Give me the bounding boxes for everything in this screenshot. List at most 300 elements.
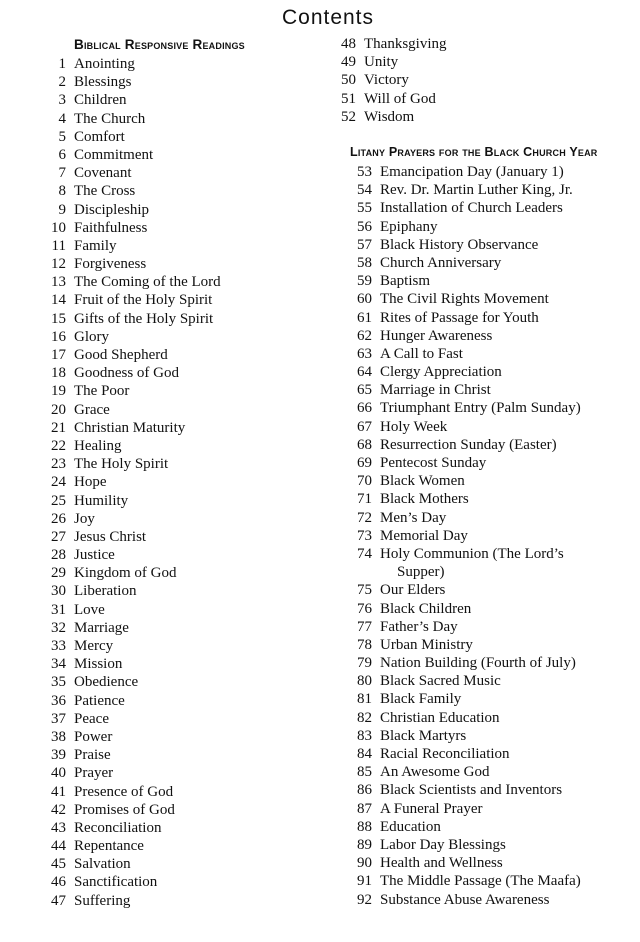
- entry-title-text: An Awesome God: [380, 764, 490, 781]
- entry-title: [380, 690, 461, 708]
- toc-entry: [346, 472, 640, 490]
- entry-number: 74: [357, 545, 372, 562]
- entry-title: [74, 273, 221, 291]
- entry-number: 24: [51, 474, 66, 491]
- entry-number: 65: [357, 382, 372, 399]
- entry-number: 63: [357, 345, 372, 362]
- entry-title: [74, 164, 132, 182]
- entry-title-text: Labor Day Blessings: [380, 836, 506, 853]
- toc-entry: [40, 673, 340, 691]
- toc-entry: [346, 690, 640, 708]
- toc-entry: [346, 854, 640, 872]
- entry-title: [74, 55, 135, 73]
- entry-number: 23: [51, 456, 66, 473]
- entry-title: [74, 728, 112, 746]
- entry-number: 72: [357, 509, 372, 526]
- entry-title-text: Justice: [74, 547, 115, 564]
- toc-entry: [40, 219, 340, 237]
- toc-entry: [40, 783, 340, 801]
- toc-entry: [346, 236, 640, 254]
- entry-title: [380, 527, 468, 545]
- entry-number: 84: [357, 746, 372, 763]
- entry-title: [380, 709, 500, 727]
- toc-entry: [346, 672, 640, 690]
- toc-entry: [330, 90, 630, 108]
- entry-title: [74, 91, 127, 109]
- entry-number: 76: [357, 600, 372, 617]
- entry-number: 37: [51, 710, 66, 727]
- entry-title-text: Patience: [74, 692, 125, 709]
- entry-title-text: Black Scientists and Inventors: [380, 782, 563, 799]
- toc-entry: [346, 254, 640, 272]
- entry-title-text: Hunger Awareness: [380, 327, 493, 344]
- entry-number: 68: [357, 436, 372, 453]
- entry-number: 78: [357, 636, 372, 653]
- toc-entry: [346, 581, 640, 599]
- toc-entry: [346, 509, 640, 527]
- entry-title-text: Substance Abuse Awareness: [380, 891, 550, 908]
- entry-number: 83: [357, 727, 372, 744]
- toc-entry: [346, 399, 640, 417]
- entry-number: 16: [51, 328, 66, 345]
- entry-title-text: Gifts of the Holy Spirit: [74, 310, 214, 327]
- toc-entry: [40, 346, 340, 364]
- toc-entry: [40, 546, 340, 564]
- entry-title: [74, 182, 135, 200]
- section-heading-biblical-readings: Biblical Responsive Readings: [74, 37, 245, 52]
- entry-title-text: Salvation: [74, 856, 131, 873]
- entry-number: 22: [51, 437, 66, 454]
- entry-title: [380, 654, 576, 672]
- entry-title: [380, 454, 486, 472]
- entry-number: 38: [51, 728, 66, 745]
- toc-entry: [330, 71, 630, 89]
- entry-number: 88: [357, 818, 372, 835]
- toc-entry: [40, 819, 340, 837]
- toc-entry: [346, 363, 640, 381]
- toc-entry: [40, 128, 340, 146]
- entry-title-text: Black Children: [380, 600, 472, 617]
- toc-entry: [40, 728, 340, 746]
- entry-title-text: Grace: [74, 401, 110, 418]
- entry-title-text: Men’s Day: [380, 509, 447, 526]
- entry-title-text: Covenant: [74, 165, 132, 182]
- toc-entry: [346, 872, 640, 890]
- entry-number: 64: [357, 364, 372, 381]
- entry-title: [364, 71, 409, 89]
- toc-entry: [346, 709, 640, 727]
- entry-title: [380, 818, 441, 836]
- entry-number: 60: [357, 291, 372, 308]
- entry-title-text: Unity: [364, 54, 399, 71]
- entry-number: 87: [357, 800, 372, 817]
- entry-number: 75: [357, 582, 372, 599]
- entry-title-text: Nation Building (Fourth of July): [380, 655, 576, 672]
- entry-title-text: A Funeral Prayer: [380, 800, 483, 817]
- toc-entry: [346, 781, 640, 799]
- entry-number: 51: [341, 90, 356, 107]
- entry-title: [380, 545, 590, 581]
- contents-column-left: [40, 55, 340, 910]
- entry-title-text: Forgiveness: [74, 256, 147, 273]
- toc-entry: [40, 73, 340, 91]
- entry-title-text: Thanksgiving: [364, 36, 447, 52]
- toc-entry: [346, 745, 640, 763]
- entry-title-text: Mission: [74, 656, 123, 673]
- toc-entry: [346, 436, 640, 454]
- entry-title: [380, 272, 430, 290]
- entry-number: 40: [51, 765, 66, 782]
- entry-number: 82: [357, 709, 372, 726]
- entry-number: 43: [51, 819, 66, 836]
- entry-number: 13: [51, 274, 66, 291]
- entry-number: 47: [51, 892, 66, 909]
- entry-title-text: Installation of Church Leaders: [380, 200, 563, 217]
- toc-entry: [40, 182, 340, 200]
- entry-title: [74, 619, 129, 637]
- entry-title-text: Power: [74, 728, 113, 745]
- entry-number: 58: [357, 254, 372, 271]
- entry-number: 26: [51, 510, 66, 527]
- entry-title-text: Healing: [74, 437, 122, 454]
- entry-title: [74, 819, 161, 837]
- entry-title-text: Black Family: [380, 691, 462, 708]
- entry-number: 42: [51, 801, 66, 818]
- entry-title: [74, 128, 125, 146]
- toc-entry: [346, 636, 640, 654]
- entry-title-continuation: Supper): [397, 564, 445, 581]
- toc-entry: [346, 654, 640, 672]
- toc-entry: [346, 818, 640, 836]
- entry-title-text: The Middle Passage (The Maafa): [380, 873, 581, 890]
- entry-title: [380, 236, 538, 254]
- entry-title-text: Christian Education: [380, 709, 500, 726]
- entry-number: 79: [357, 655, 372, 672]
- entry-title: [74, 401, 110, 419]
- entry-number: 25: [51, 492, 66, 509]
- entry-title-text: Jesus Christ: [74, 528, 147, 545]
- entry-title-text: Our Elders: [380, 582, 446, 599]
- toc-entry: [346, 763, 640, 781]
- entry-title: [74, 892, 130, 910]
- entry-title-text: Mercy: [74, 638, 114, 654]
- entry-title-text: Joy: [74, 510, 95, 527]
- entry-number: 12: [51, 256, 66, 273]
- entry-title: [380, 472, 465, 490]
- entry-number: 46: [51, 874, 66, 891]
- toc-entry: [40, 892, 340, 910]
- entry-title-text: Praise: [74, 747, 111, 764]
- entry-title-text: Kingdom of God: [74, 565, 177, 582]
- toc-entry: [346, 199, 640, 217]
- toc-entry: [40, 328, 340, 346]
- toc-entry: [40, 801, 340, 819]
- entry-number: 45: [51, 856, 66, 873]
- entry-number: 7: [58, 165, 66, 182]
- entry-title: [74, 673, 138, 691]
- entry-number: 53: [357, 164, 372, 180]
- entry-title-text: Victory: [364, 72, 409, 89]
- toc-entry: [40, 455, 340, 473]
- toc-entry: [40, 692, 340, 710]
- entry-number: 91: [357, 873, 372, 890]
- entry-title: [74, 528, 146, 546]
- entry-number: 48: [341, 36, 356, 52]
- toc-entry: [40, 582, 340, 600]
- entry-title: [74, 255, 146, 273]
- entry-number: 2: [58, 74, 66, 91]
- entry-number: 32: [51, 619, 66, 636]
- entry-title-text: Family: [74, 237, 117, 254]
- entry-title-text: Rev. Dr. Martin Luther King, Jr.: [380, 182, 573, 199]
- entry-title-text: The Church: [74, 110, 146, 127]
- entry-number: 18: [51, 365, 66, 382]
- entry-number: 35: [51, 674, 66, 691]
- toc-entry: [40, 401, 340, 419]
- entry-number: 5: [58, 128, 66, 145]
- entry-number: 56: [357, 218, 372, 235]
- entry-title-text: The Civil Rights Movement: [380, 291, 549, 308]
- entry-title-text: The Poor: [74, 383, 130, 400]
- toc-entry: [346, 418, 640, 436]
- entry-number: 85: [357, 764, 372, 781]
- toc-entry: [40, 201, 340, 219]
- entry-number: 41: [51, 783, 66, 800]
- entry-number: 62: [357, 327, 372, 344]
- entry-title: [74, 837, 144, 855]
- toc-entry: [346, 454, 640, 472]
- entry-title: [74, 564, 177, 582]
- toc-entry: [40, 528, 340, 546]
- toc-entry: [40, 91, 340, 109]
- entry-number: 81: [357, 691, 372, 708]
- toc-entry: [40, 601, 340, 619]
- entry-title: [74, 219, 147, 237]
- toc-entry: [40, 382, 340, 400]
- entry-title-text: Holy Communion (The Lord’s: [380, 545, 564, 562]
- entry-title-text: Emancipation Day (January 1): [380, 164, 564, 180]
- entry-title-text: Peace: [74, 710, 109, 727]
- entry-title: [380, 672, 501, 690]
- entry-number: 1: [58, 56, 66, 72]
- toc-entry: [40, 273, 340, 291]
- entry-title: [380, 727, 466, 745]
- entry-title-text: Church Anniversary: [380, 254, 502, 271]
- toc-entry: [40, 110, 340, 128]
- entry-number: 57: [357, 236, 372, 253]
- entry-title: [74, 146, 153, 164]
- entry-title-text: Wisdom: [364, 108, 415, 125]
- entry-title-text: Prayer: [74, 765, 114, 782]
- entry-title: [380, 891, 549, 909]
- entry-title: [74, 655, 122, 673]
- entry-title: [74, 783, 173, 801]
- entry-title-text: Good Shepherd: [74, 347, 168, 363]
- entry-title: [74, 73, 132, 91]
- entry-number: 50: [341, 72, 356, 89]
- entry-title-text: Rites of Passage for Youth: [380, 309, 539, 326]
- entry-title: [380, 163, 564, 181]
- entry-number: 70: [357, 473, 372, 490]
- entry-title-text: Epiphany: [380, 218, 438, 235]
- entry-title-text: Health and Wellness: [380, 855, 503, 872]
- entry-title-text: A Call to Fast: [380, 345, 463, 362]
- entry-title-text: Christian Maturity: [74, 419, 186, 436]
- entry-title: [380, 490, 469, 508]
- section-heading-litany-prayers: Litany Prayers for the Black Church Year: [350, 145, 598, 159]
- entry-number: 20: [51, 401, 66, 418]
- toc-entry: [40, 237, 340, 255]
- entry-title-text: Black Mothers: [380, 491, 469, 508]
- entry-title-text: Education: [380, 818, 441, 835]
- entry-title: [74, 510, 95, 528]
- entry-title-text: Racial Reconciliation: [380, 746, 510, 763]
- entry-title-text: Suffering: [74, 892, 131, 909]
- toc-entry: [346, 327, 640, 345]
- entry-number: 52: [341, 108, 356, 125]
- entry-title: [74, 746, 111, 764]
- entry-title: [74, 546, 115, 564]
- entry-title-text: Memorial Day: [380, 527, 468, 544]
- entry-title: [364, 35, 447, 53]
- entry-title: [74, 328, 109, 346]
- toc-entry: [346, 527, 640, 545]
- entry-title-text: The Holy Spirit: [74, 456, 169, 473]
- toc-entry: [346, 600, 640, 618]
- entry-title: [74, 692, 125, 710]
- entry-title-text: Marriage: [74, 619, 129, 636]
- entry-title: [364, 53, 398, 71]
- entry-title-text: Marriage in Christ: [380, 382, 491, 399]
- entry-number: 73: [357, 527, 372, 544]
- toc-entry: [330, 108, 630, 126]
- entry-number: 54: [357, 182, 372, 199]
- entry-title: [380, 418, 447, 436]
- entry-title: [74, 201, 149, 219]
- entry-title: [74, 855, 131, 873]
- entry-number: 9: [58, 201, 66, 218]
- entry-title: [74, 473, 107, 491]
- entry-title: [74, 582, 136, 600]
- entry-title: [380, 199, 563, 217]
- entry-title-text: Black History Observance: [380, 236, 539, 253]
- entry-title-text: Repentance: [74, 838, 144, 855]
- entry-title: [380, 436, 557, 454]
- toc-entry: [40, 655, 340, 673]
- entry-title-text: Faithfulness: [74, 219, 148, 236]
- toc-entry: [40, 510, 340, 528]
- entry-title: [74, 419, 185, 437]
- entry-title: [380, 781, 562, 799]
- entry-title-text: Hope: [74, 474, 107, 491]
- toc-entry: [346, 272, 640, 290]
- entry-number: 36: [51, 692, 66, 709]
- entry-title-text: Promises of God: [74, 801, 175, 818]
- page-title: Contents: [281, 6, 375, 29]
- toc-entry: [40, 437, 340, 455]
- entry-title-text: Pentecost Sunday: [380, 455, 487, 471]
- entry-number: 44: [51, 838, 66, 855]
- entry-title: [74, 346, 168, 364]
- entry-title: [380, 399, 581, 417]
- entry-number: 6: [58, 146, 66, 163]
- entry-title: [380, 636, 473, 654]
- entry-title: [74, 237, 117, 255]
- entry-title: [380, 854, 503, 872]
- entry-title-text: Will of God: [364, 90, 436, 107]
- entry-title-text: Glory: [74, 328, 109, 345]
- entry-title: [364, 90, 436, 108]
- entry-number: 33: [51, 638, 66, 654]
- toc-entry: [330, 53, 630, 71]
- toc-entry: [346, 490, 640, 508]
- entry-title: [74, 455, 168, 473]
- entry-title-text: Discipleship: [74, 201, 149, 218]
- entry-title: [380, 381, 491, 399]
- toc-entry: [346, 727, 640, 745]
- entry-title: [380, 309, 539, 327]
- entry-title-text: Obedience: [74, 674, 139, 691]
- contents-column-right-bottom: [346, 163, 640, 909]
- entry-title-text: Love: [74, 601, 105, 618]
- entry-number: 55: [357, 200, 372, 217]
- entry-title: [74, 764, 113, 782]
- toc-entry: [40, 873, 340, 891]
- toc-entry: [40, 746, 340, 764]
- entry-number: 66: [357, 400, 372, 417]
- entry-title-text: Triumphant Entry (Palm Sunday): [380, 400, 581, 417]
- entry-title: [380, 181, 573, 199]
- entry-title-text: Commitment: [74, 146, 154, 163]
- entry-number: 8: [58, 183, 66, 200]
- entry-title: [74, 637, 113, 655]
- entry-title-text: Presence of God: [74, 783, 174, 800]
- entry-title: [380, 745, 510, 763]
- toc-entry: [40, 364, 340, 382]
- entry-title: [74, 873, 157, 891]
- entry-number: 15: [51, 310, 66, 327]
- entry-title-text: The Coming of the Lord: [74, 274, 221, 291]
- entry-number: 21: [51, 419, 66, 436]
- entry-number: 14: [51, 292, 66, 309]
- toc-entry: [40, 637, 340, 655]
- toc-entry: [346, 309, 640, 327]
- toc-entry: [346, 618, 640, 636]
- toc-entry: [40, 164, 340, 182]
- toc-entry: [346, 163, 640, 181]
- contents-column-right-top: [330, 35, 630, 126]
- entry-title: [380, 581, 445, 599]
- entry-title: [380, 363, 502, 381]
- toc-entry: [40, 310, 340, 328]
- entry-title-text: The Cross: [74, 183, 136, 200]
- toc-entry: [40, 710, 340, 728]
- entry-number: 17: [51, 347, 66, 363]
- entry-title-text: Blessings: [74, 74, 132, 91]
- toc-entry: [40, 619, 340, 637]
- toc-entry: [40, 146, 340, 164]
- entry-number: 71: [357, 491, 372, 508]
- entry-title-text: Humility: [74, 492, 129, 509]
- entry-number: 86: [357, 782, 372, 799]
- entry-number: 69: [357, 455, 372, 471]
- toc-entry: [40, 291, 340, 309]
- entry-title-text: Clergy Appreciation: [380, 364, 502, 381]
- entry-number: 31: [51, 601, 66, 618]
- entry-title: [74, 291, 212, 309]
- entry-title-text: Resurrection Sunday (Easter): [380, 436, 557, 453]
- toc-entry: [346, 290, 640, 308]
